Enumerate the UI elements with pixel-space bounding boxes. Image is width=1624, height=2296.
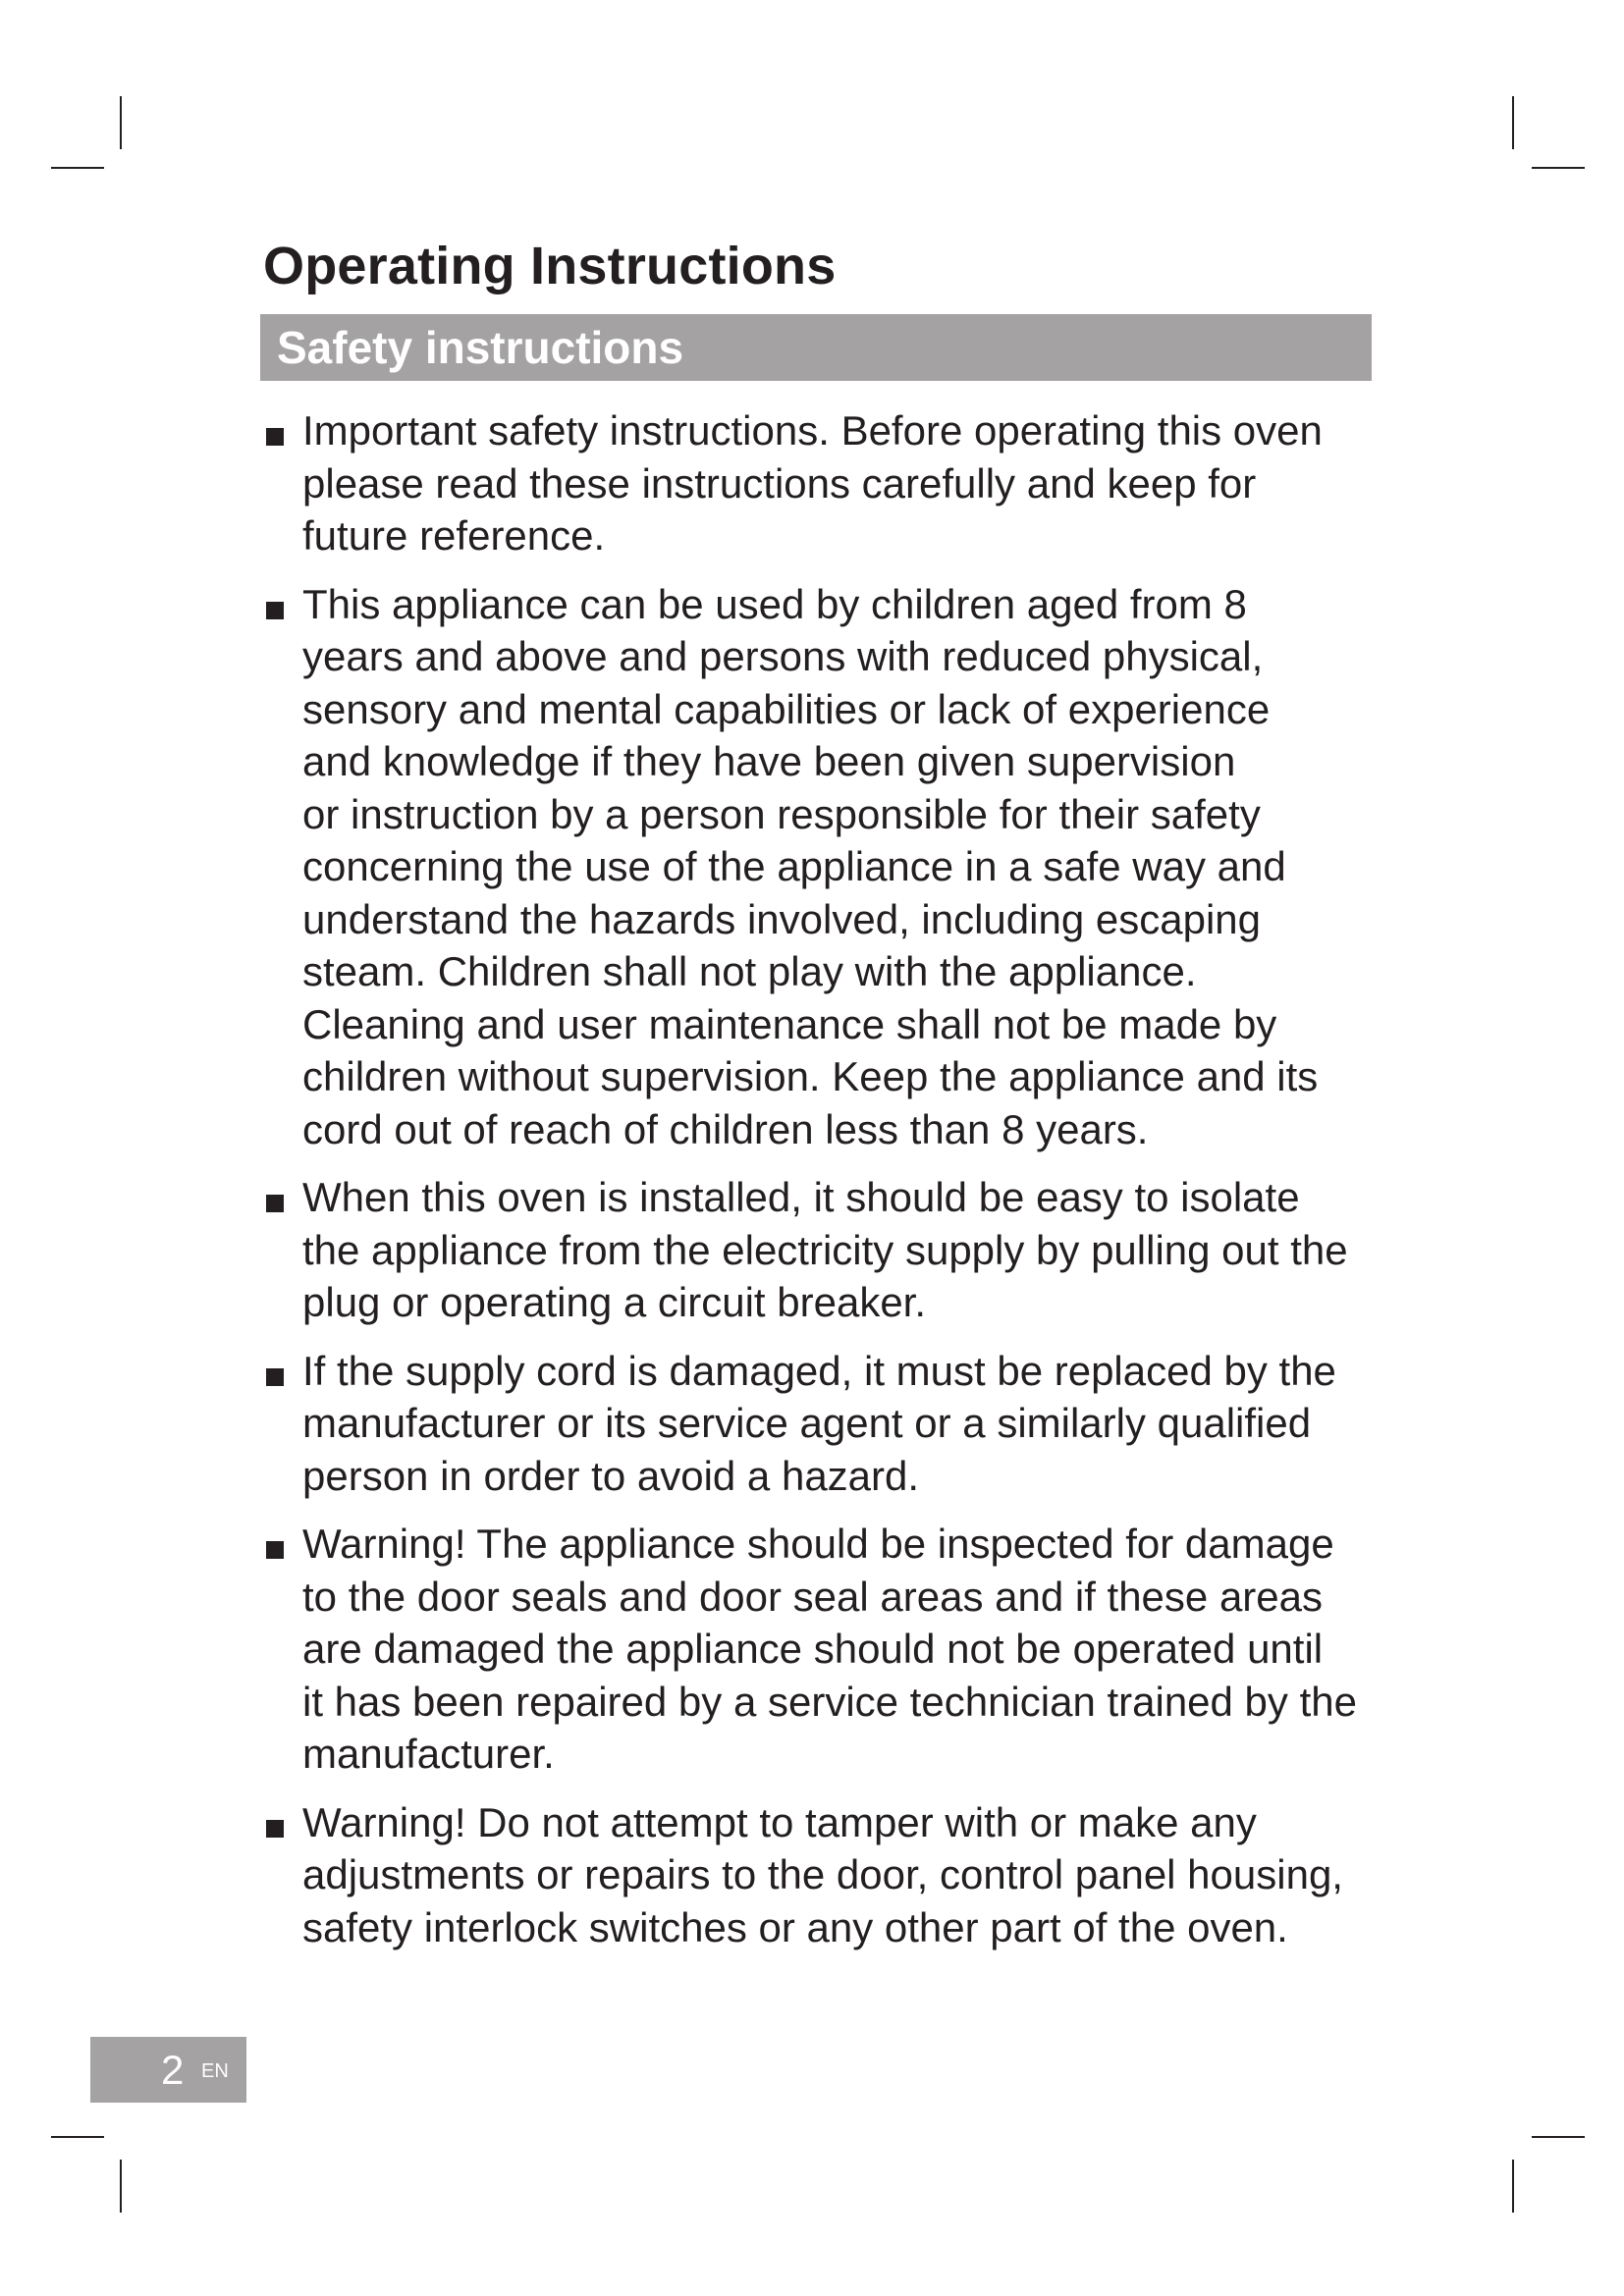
bullet-text-line: Warning! The appliance should be inspected for damage <box>302 1521 1334 1567</box>
crop-mark-bottom-left-vertical <box>120 2160 122 2213</box>
list-item <box>263 1345 1382 1503</box>
bullet-text-line: sensory and mental capabilities or lack of experience <box>302 685 1271 732</box>
bullet-text-line: it has been repaired by a service technician trained by the <box>302 1678 1357 1725</box>
crop-mark-top-right-vertical <box>1512 96 1514 149</box>
square-bullet-icon <box>266 1820 284 1838</box>
list-item <box>263 404 1382 562</box>
page-title: Operating Instructions <box>263 237 837 295</box>
bullet-text-line: concerning the use of the appliance in a safe way and <box>302 843 1286 889</box>
section-title: Safety instructions <box>277 322 684 373</box>
bullet-text-line: are damaged the appliance should not be operated until <box>302 1626 1324 1672</box>
bullet-text-line: years and above and persons with reduced physical, <box>302 633 1264 679</box>
bullet-text-line: children without supervision. Keep the appliance and its <box>302 1053 1319 1099</box>
bullet-text-line: future reference. <box>302 512 606 559</box>
square-bullet-icon <box>266 602 284 619</box>
bullet-text-line: please read these instructions carefully and keep for <box>302 459 1257 507</box>
bullet-text-line: or instruction by a person responsible for their safety <box>302 790 1261 837</box>
crop-mark-bottom-right-horizontal <box>1532 2136 1585 2138</box>
bullet-text-line: to the door seals and door seal areas and if these areas <box>302 1573 1324 1620</box>
bullet-text-line: adjustments or repairs to the door, control panel housing, <box>302 1851 1343 1897</box>
bullet-text-line: plug or operating a circuit breaker. <box>302 1279 927 1325</box>
page-footer <box>90 2037 246 2103</box>
bullet-text-line: If the supply cord is damaged, it must be replaced by the <box>302 1347 1336 1394</box>
list-item <box>263 578 1382 1156</box>
bullet-text-line: and knowledge if they have been given supervision <box>302 738 1236 784</box>
square-bullet-icon <box>266 1368 284 1386</box>
bullet-text-line: Warning! Do not attempt to tamper with or make any <box>302 1798 1257 1845</box>
safety-instructions-list <box>263 404 1382 1969</box>
square-bullet-icon <box>266 1195 284 1212</box>
crop-mark-top-left-vertical <box>120 96 122 149</box>
crop-mark-bottom-right-vertical <box>1512 2160 1514 2213</box>
square-bullet-icon <box>266 1541 284 1559</box>
square-bullet-icon <box>266 428 284 446</box>
page-number: 2 <box>161 2047 185 2093</box>
bullet-text-line: Important safety instructions. Before operating this oven <box>302 407 1323 454</box>
list-item <box>263 1171 1382 1329</box>
list-item <box>263 1518 1382 1781</box>
bullet-text-line: steam. Children shall not play with the appliance. <box>302 948 1197 994</box>
list-item <box>263 1796 1382 1954</box>
bullet-text-line: the appliance from the electricity supply by pulling out the <box>302 1226 1348 1273</box>
crop-mark-bottom-left-horizontal <box>51 2136 104 2138</box>
bullet-text-line: person in order to avoid a hazard. <box>302 1452 920 1499</box>
section-header-bar <box>260 314 1372 381</box>
bullet-text-line: When this oven is installed, it should be easy to isolate <box>302 1174 1300 1220</box>
crop-mark-top-left-horizontal <box>51 167 104 169</box>
bullet-text-line: Cleaning and user maintenance shall not be made by <box>302 1000 1277 1047</box>
page-language: EN <box>201 2060 229 2082</box>
bullet-text-line: safety interlock switches or any other part of the oven. <box>302 1903 1288 1950</box>
crop-mark-top-right-horizontal <box>1532 167 1585 169</box>
bullet-text-line: cord out of reach of children less than 8 years. <box>302 1105 1149 1152</box>
bullet-text-line: manufacturer. <box>302 1731 555 1777</box>
bullet-text-line: This appliance can be used by children aged from 8 <box>302 580 1247 627</box>
bullet-text-line: manufacturer or its service agent or a similarly qualified <box>302 1400 1312 1446</box>
bullet-text-line: understand the hazards involved, including escaping <box>302 895 1261 942</box>
